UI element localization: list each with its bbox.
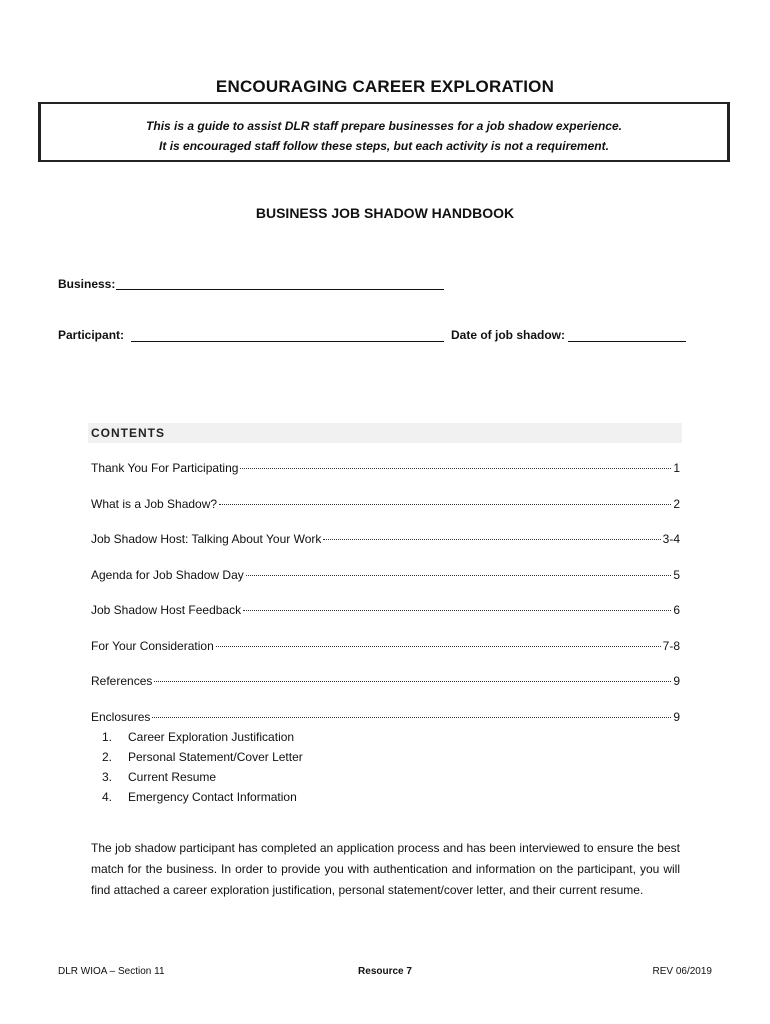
handbook-title: BUSINESS JOB SHADOW HANDBOOK xyxy=(255,205,515,221)
toc-item[interactable] xyxy=(91,532,680,568)
list-item-number: 2. xyxy=(102,750,113,764)
toc-item-title: Job Shadow Host: Talking About Your Work xyxy=(91,532,322,546)
toc-item-page: 9 xyxy=(673,674,680,688)
toc-leader-dots xyxy=(323,539,660,540)
date-field-line[interactable] xyxy=(568,341,686,342)
list-item-number: 1. xyxy=(102,730,113,744)
list-item xyxy=(102,730,303,750)
document-title: ENCOURAGING CAREER EXPLORATION xyxy=(215,77,555,96)
toc-item-title: Thank You For Participating xyxy=(91,461,239,475)
enclosures-list xyxy=(102,730,303,810)
date-label: Date of job shadow: xyxy=(451,328,565,342)
toc-item-title: References xyxy=(91,674,153,688)
toc-item-page: 7-8 xyxy=(662,638,680,653)
toc-item[interactable] xyxy=(91,603,680,639)
guide-line-2: It is encouraged staff follow these steps, but each activity is not a requirement. xyxy=(159,139,609,153)
footer-revision: REV 06/2019 xyxy=(652,966,712,977)
guide-line-1: This is a guide to assist DLR staff prepare businesses for a job shadow experience. xyxy=(146,119,622,133)
participant-label: Participant: xyxy=(58,328,125,342)
toc-leader-dots xyxy=(154,681,671,682)
toc-leader-dots xyxy=(246,575,672,576)
toc-item-page: 2 xyxy=(673,496,680,511)
toc-item[interactable] xyxy=(91,497,680,533)
toc-item[interactable] xyxy=(91,674,680,710)
footer-resource: Resource 7 xyxy=(358,966,412,977)
list-item xyxy=(102,770,303,790)
footer-section: DLR WIOA – Section 11 xyxy=(58,966,165,977)
toc-item-page: 6 xyxy=(673,603,680,617)
toc-item[interactable] xyxy=(91,639,680,675)
toc-leader-dots xyxy=(216,646,661,647)
participant-field-line[interactable] xyxy=(131,341,444,342)
guide-notice-box xyxy=(38,102,730,162)
toc-leader-dots xyxy=(219,504,671,505)
contents-heading: CONTENTS xyxy=(91,426,165,440)
toc-leader-dots xyxy=(243,610,671,611)
toc-item[interactable] xyxy=(91,568,680,604)
toc-item-title: For Your Consideration xyxy=(91,638,214,653)
list-item xyxy=(102,750,303,770)
list-item-text: Personal Statement/Cover Letter xyxy=(128,750,303,764)
list-item-number: 4. xyxy=(102,790,113,804)
business-label: Business: xyxy=(58,277,116,291)
contents-heading-bar xyxy=(88,423,682,443)
toc-leader-dots xyxy=(152,717,671,718)
toc-item-page: 3-4 xyxy=(662,532,680,546)
toc-item[interactable] xyxy=(91,710,680,730)
toc-leader-dots xyxy=(240,468,671,469)
intro-paragraph: The job shadow participant has completed an application process and has been interviewed to ensure the best match for the business. In order to provide you with authentication and information on the participant, you will find attached a career exploration justification, personal statement/cover letter, and their current resume. xyxy=(91,841,680,897)
toc-item[interactable] xyxy=(91,461,680,497)
toc-item-title: What is a Job Shadow? xyxy=(91,496,218,511)
table-of-contents xyxy=(91,461,680,730)
list-item xyxy=(102,790,303,810)
business-field-line[interactable] xyxy=(116,289,444,290)
list-item-text: Current Resume xyxy=(128,770,217,784)
list-item-number: 3. xyxy=(102,770,113,784)
list-item-text: Emergency Contact Information xyxy=(128,790,297,804)
toc-item-title: Enclosures xyxy=(91,709,151,724)
toc-item-page: 5 xyxy=(673,567,680,582)
toc-item-page: 1 xyxy=(673,461,680,475)
list-item-text: Career Exploration Justification xyxy=(128,730,295,744)
toc-item-page: 9 xyxy=(673,709,680,724)
toc-item-title: Agenda for Job Shadow Day xyxy=(91,567,244,582)
toc-item-title: Job Shadow Host Feedback xyxy=(91,603,242,617)
